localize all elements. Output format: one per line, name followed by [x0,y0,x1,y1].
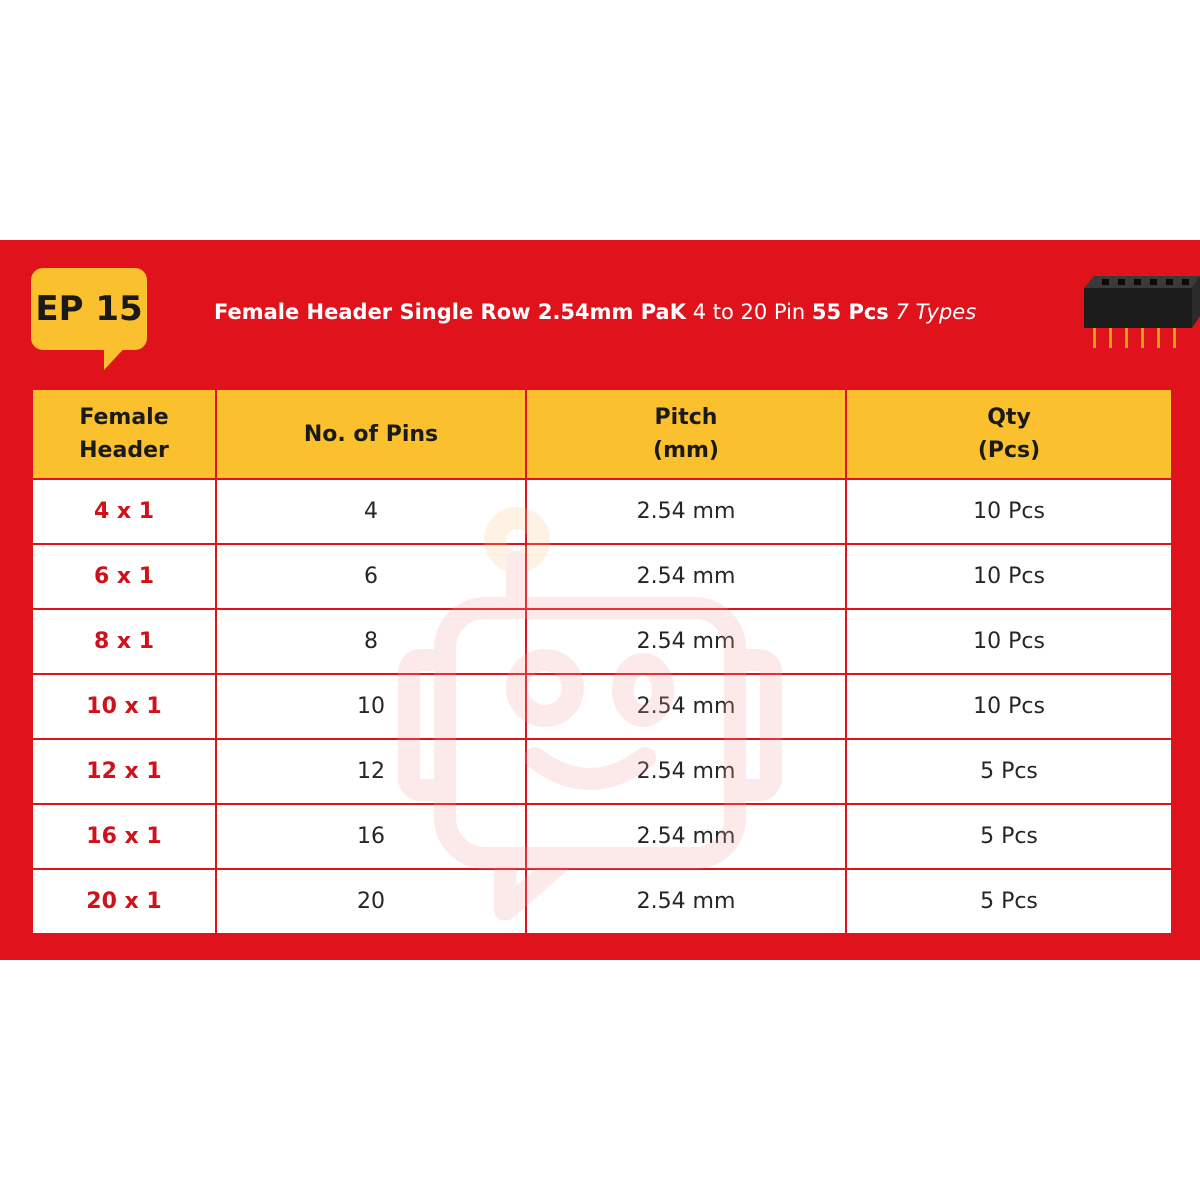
cell-qty: 5 Pcs [846,739,1172,804]
header-qty-line1: Qty [987,405,1031,430]
cell-header-type: 6 x 1 [32,544,216,609]
specification-table [31,388,1173,935]
episode-badge-text: EP 15 [35,289,143,329]
cell-qty: 10 Pcs [846,479,1172,544]
cell-qty: 10 Pcs [846,544,1172,609]
cell-pins: 10 [216,674,526,739]
cell-header-type: 20 x 1 [32,869,216,934]
table-row [32,479,1172,544]
product-title [214,296,976,328]
title-main: Female Header Single Row 2.54mm PaK [214,300,686,324]
table-row [32,869,1172,934]
cell-pitch: 2.54 mm [526,739,846,804]
cell-pitch: 2.54 mm [526,544,846,609]
cell-pitch: 2.54 mm [526,609,846,674]
header-female-header [32,389,216,479]
header-female-header-line1: Female [79,405,169,430]
cell-pins: 20 [216,869,526,934]
female-header-connector-icon [1078,272,1200,362]
cell-pins: 16 [216,804,526,869]
header-no-of-pins [216,389,526,479]
header-pitch-line2: (mm) [653,438,719,463]
header-qty [846,389,1172,479]
cell-pins: 8 [216,609,526,674]
header-no-of-pins-label: No. of Pins [303,421,439,447]
cell-pitch: 2.54 mm [526,869,846,934]
cell-header-type: 4 x 1 [32,479,216,544]
cell-header-type: 10 x 1 [32,674,216,739]
cell-qty: 10 Pcs [846,609,1172,674]
cell-qty: 5 Pcs [846,804,1172,869]
cell-pins: 12 [216,739,526,804]
title-pin-range: 4 to 20 Pin [692,300,806,324]
cell-pins: 4 [216,479,526,544]
title-pcs: 55 Pcs [811,300,889,324]
table-row [32,544,1172,609]
cell-header-type: 8 x 1 [32,609,216,674]
episode-badge-tail [104,340,132,370]
cell-pitch: 2.54 mm [526,479,846,544]
cell-pitch: 2.54 mm [526,804,846,869]
table-row [32,609,1172,674]
header-pitch-line1: Pitch [654,405,718,430]
cell-pitch: 2.54 mm [526,674,846,739]
table-row [32,739,1172,804]
cell-qty: 10 Pcs [846,674,1172,739]
cell-qty: 5 Pcs [846,869,1172,934]
header-pitch [526,389,846,479]
cell-header-type: 16 x 1 [32,804,216,869]
table-header-row [32,389,1172,479]
cell-pins: 6 [216,544,526,609]
header-female-header-line2: Header [79,438,169,463]
cell-header-type: 12 x 1 [32,739,216,804]
header-qty-line2: (Pcs) [977,438,1041,463]
table-row [32,804,1172,869]
table-row [32,674,1172,739]
episode-badge [31,268,147,350]
title-types: 7 Types [895,300,977,324]
